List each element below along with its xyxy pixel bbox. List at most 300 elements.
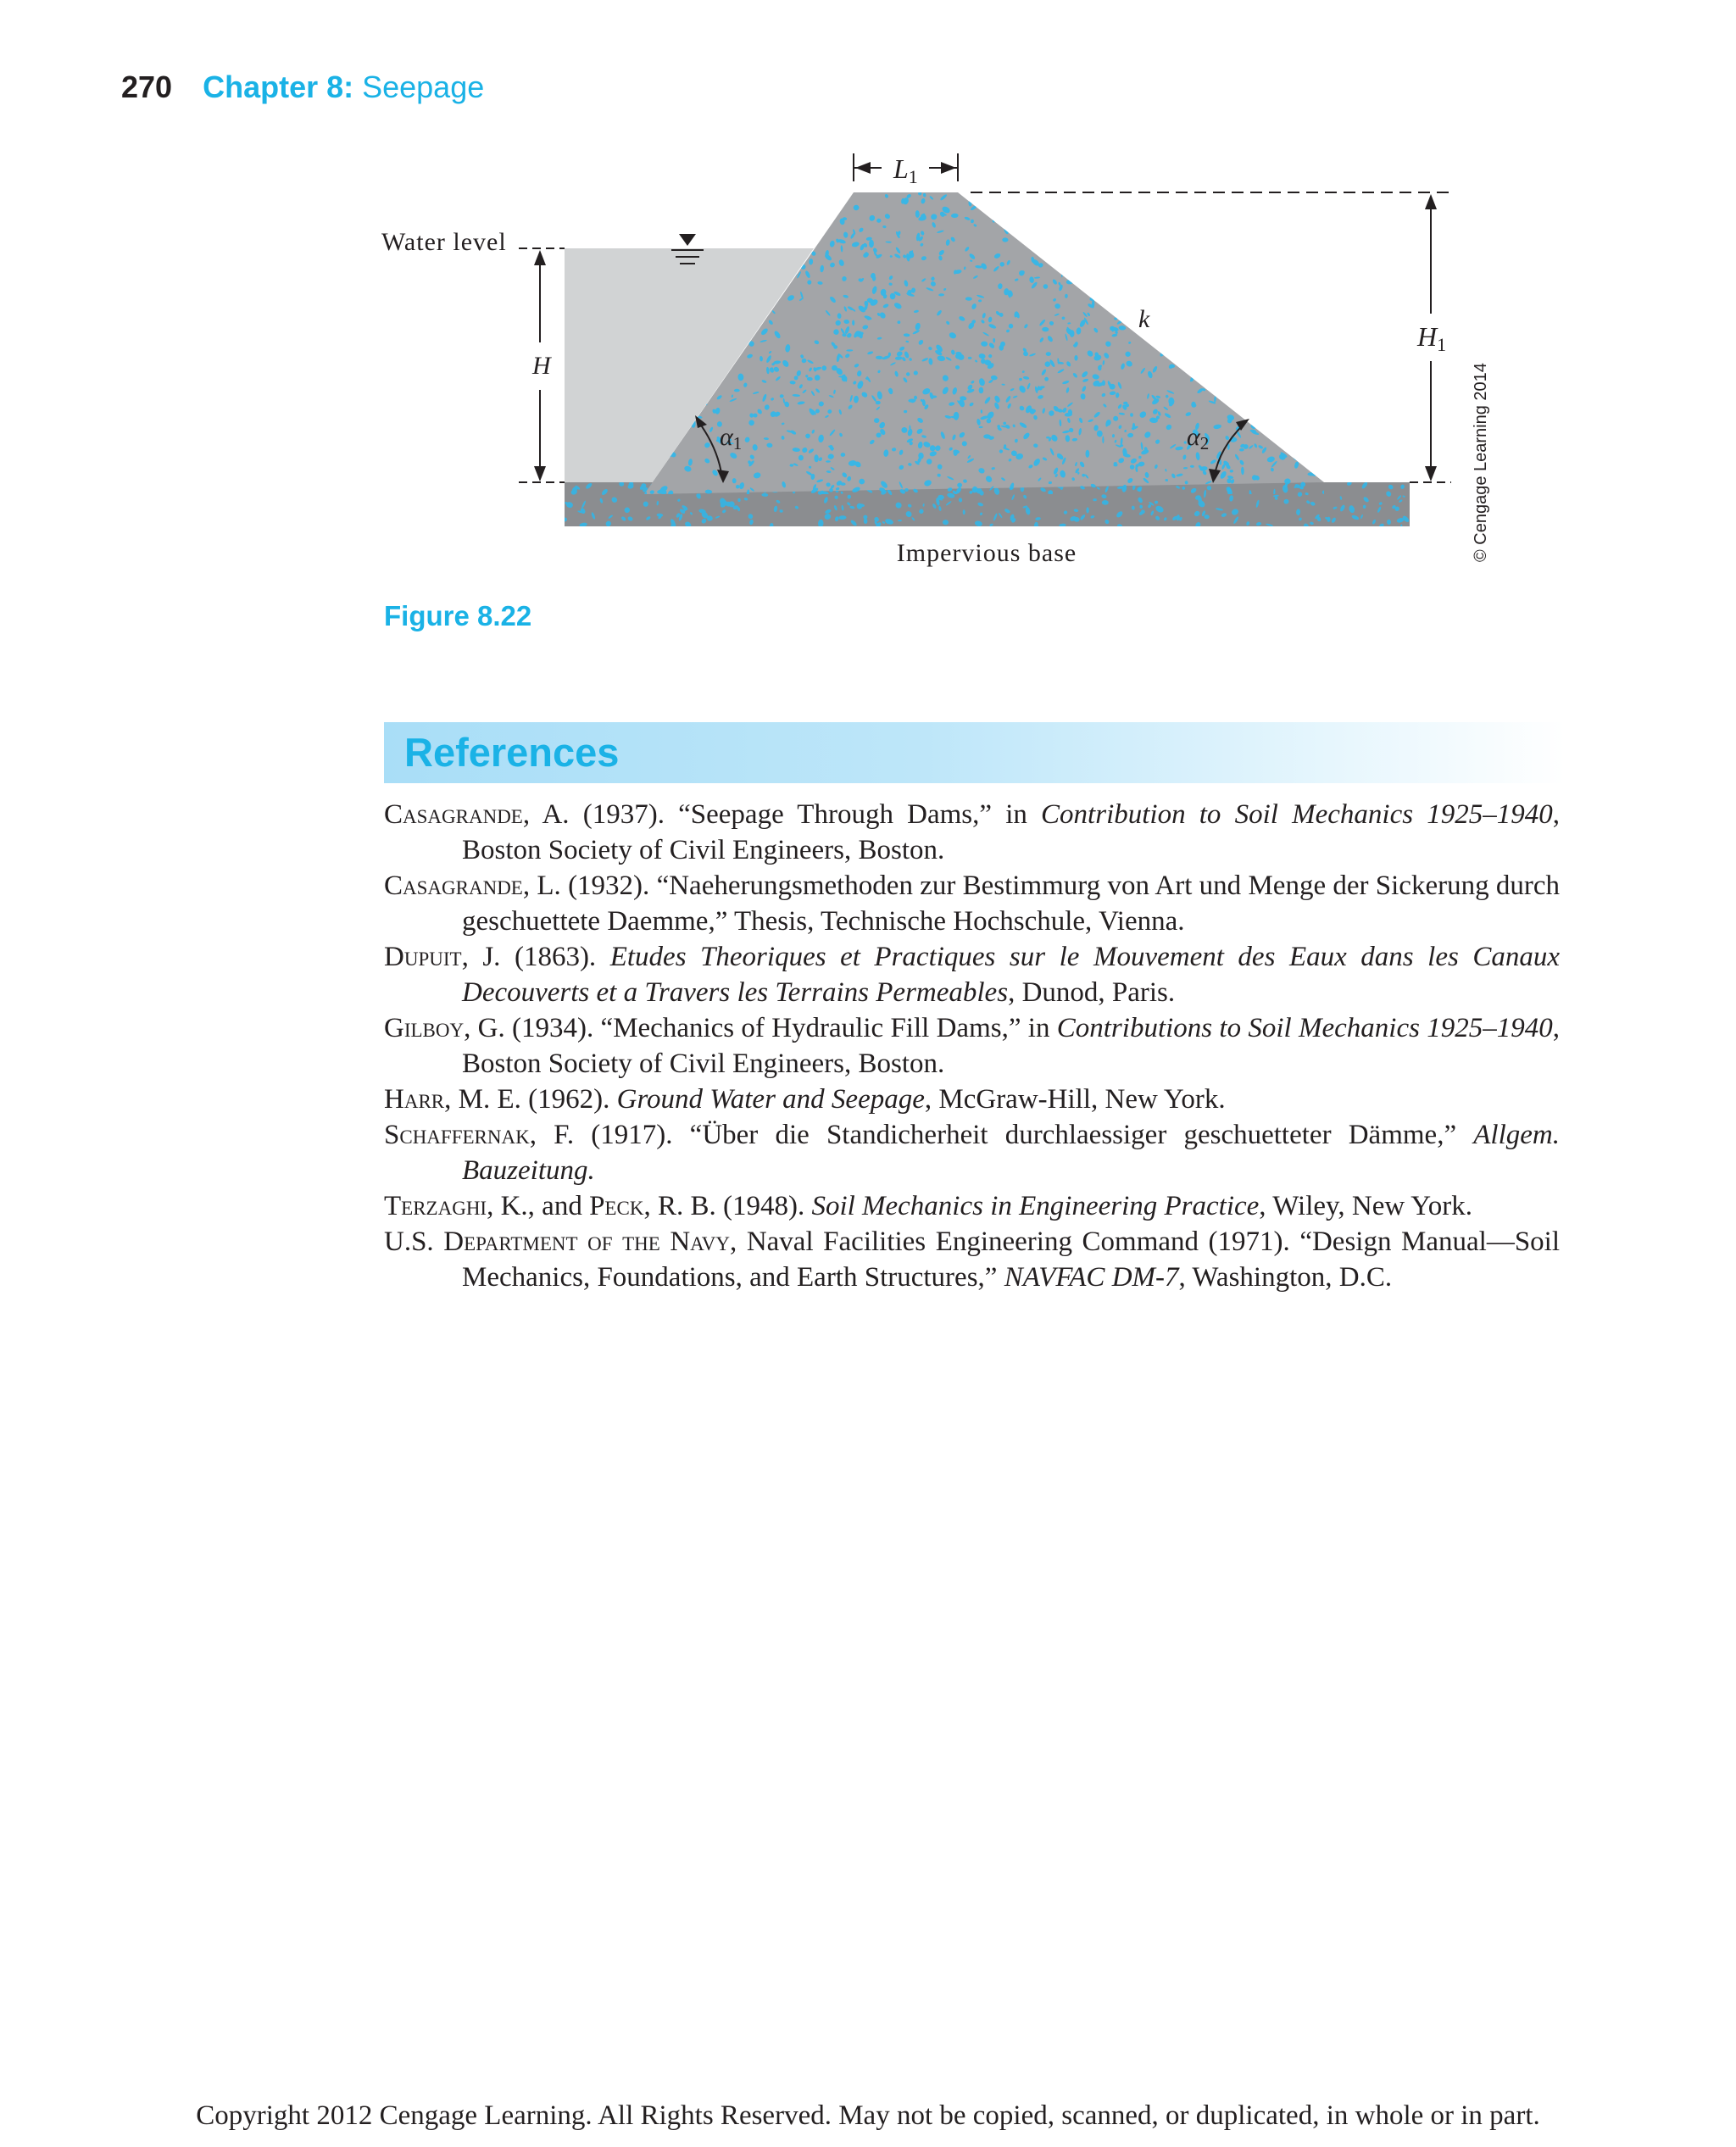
soil-speckle <box>1310 333 1316 338</box>
soil-speckle <box>1123 225 1127 229</box>
soil-speckle <box>1066 266 1070 272</box>
soil-speckle <box>1245 308 1253 313</box>
soil-speckle <box>1104 207 1110 214</box>
soil-speckle <box>1189 252 1199 260</box>
soil-speckle <box>1161 281 1166 287</box>
soil-speckle <box>1194 319 1199 325</box>
soil-speckle <box>1294 300 1300 304</box>
soil-speckle <box>1046 352 1051 356</box>
alpha1-letter: α <box>720 423 733 451</box>
soil-speckle <box>1259 219 1266 225</box>
soil-speckle <box>1062 316 1066 320</box>
soil-speckle <box>732 233 738 241</box>
soil-speckle <box>982 192 988 199</box>
soil-speckle <box>1253 268 1258 271</box>
soil-speckle <box>1176 262 1182 269</box>
soil-speckle <box>1300 351 1303 353</box>
soil-speckle <box>742 197 749 204</box>
soil-speckle <box>1086 507 1088 513</box>
soil-speckle <box>1262 256 1268 261</box>
soil-speckle <box>782 208 787 211</box>
soil-speckle <box>1288 342 1294 348</box>
soil-speckle <box>1214 389 1218 396</box>
soil-speckle <box>797 242 804 248</box>
soil-speckle <box>1191 286 1199 292</box>
soil-speckle <box>806 235 812 243</box>
soil-speckle <box>1199 321 1203 325</box>
soil-speckle <box>1293 442 1299 450</box>
reference-item: U.S. Department of the Navy, Naval Facilities Engineering Command (1971). “Design Manual—Soil Mechanics, Foundations, and Earth Structures,” NAVFAC DM-7, Washington, D.C. <box>384 1226 1561 1293</box>
soil-speckle <box>1202 332 1209 340</box>
soil-speckle <box>1072 212 1077 218</box>
soil-speckle <box>787 212 790 218</box>
soil-speckle <box>1206 247 1213 252</box>
soil-speckle <box>1264 410 1271 417</box>
soil-speckle <box>737 498 740 502</box>
soil-speckle <box>1148 206 1152 210</box>
soil-speckle <box>1249 333 1253 337</box>
soil-speckle <box>1283 412 1288 416</box>
soil-speckle <box>804 232 810 238</box>
soil-speckle <box>1257 378 1265 387</box>
h-label: H <box>532 352 551 380</box>
soil-speckle <box>1118 243 1121 248</box>
soil-speckle <box>1166 202 1171 207</box>
soil-speckle <box>1291 433 1299 442</box>
copyright-footer: Copyright 2012 Cengage Learning. All Rights Reserved. May not be copied, scanned, or duplicated, in whole or in part. <box>196 2100 1540 2131</box>
soil-speckle <box>1287 442 1290 447</box>
soil-speckle <box>1041 242 1050 250</box>
impervious-base-label: Impervious base <box>896 539 1077 567</box>
soil-speckle <box>1238 231 1245 239</box>
soil-speckle <box>1252 214 1259 220</box>
soil-speckle <box>1199 228 1209 236</box>
soil-speckle <box>1109 260 1115 269</box>
soil-speckle <box>1197 267 1205 275</box>
soil-speckle <box>1309 358 1312 363</box>
soil-speckle <box>1038 212 1041 217</box>
soil-speckle <box>1228 255 1233 262</box>
soil-speckle <box>1194 342 1202 352</box>
soil-speckle <box>1301 236 1308 242</box>
soil-speckle <box>1099 255 1105 261</box>
soil-speckle <box>1319 396 1326 403</box>
soil-speckle <box>1264 392 1272 400</box>
soil-speckle <box>1244 194 1248 200</box>
soil-speckle <box>1310 291 1315 296</box>
soil-speckle <box>1295 431 1302 438</box>
soil-speckle <box>727 237 732 242</box>
soil-speckle <box>792 244 797 248</box>
soil-speckle <box>1228 259 1233 264</box>
soil-speckle <box>1114 192 1121 202</box>
figure-caption: Figure 8.22 <box>384 600 532 631</box>
soil-speckle <box>1319 347 1327 356</box>
soil-speckle <box>743 209 748 216</box>
soil-speckle <box>1091 209 1098 215</box>
soil-speckle <box>1241 211 1249 217</box>
soil-speckle <box>1099 236 1105 240</box>
soil-speckle <box>1260 351 1264 353</box>
soil-speckle <box>1173 337 1182 344</box>
soil-speckle <box>1083 242 1088 246</box>
soil-speckle <box>1040 227 1045 232</box>
soil-speckle <box>1310 435 1316 439</box>
soil-speckle <box>1301 281 1305 286</box>
soil-speckle <box>1192 353 1200 360</box>
soil-speckle <box>1038 239 1045 244</box>
soil-speckle <box>1226 397 1231 401</box>
soil-speckle <box>1130 200 1132 203</box>
soil-speckle <box>1218 199 1225 208</box>
soil-speckle <box>1296 263 1299 267</box>
soil-speckle <box>1175 273 1180 281</box>
soil-speckle <box>1234 321 1239 326</box>
soil-speckle <box>1143 209 1148 217</box>
soil-speckle <box>1292 306 1295 309</box>
soil-speckle <box>1220 247 1225 255</box>
soil-speckle <box>1292 243 1297 248</box>
soil-speckle <box>1284 326 1290 332</box>
soil-speckle <box>680 228 684 232</box>
soil-speckle <box>1268 197 1277 203</box>
soil-speckle <box>765 223 769 230</box>
soil-speckle <box>1253 271 1258 276</box>
soil-speckle <box>1058 258 1064 264</box>
soil-speckle <box>1088 223 1093 229</box>
soil-speckle <box>1311 450 1320 459</box>
soil-speckle <box>1166 270 1175 274</box>
soil-speckle <box>1296 228 1305 236</box>
soil-speckle <box>1244 248 1252 253</box>
soil-speckle <box>739 210 745 216</box>
soil-speckle <box>835 192 843 199</box>
soil-speckle <box>1233 331 1238 337</box>
soil-speckle <box>1270 247 1278 253</box>
soil-speckle <box>1177 293 1184 300</box>
soil-speckle <box>1142 253 1145 258</box>
soil-speckle <box>1259 333 1265 337</box>
soil-speckle <box>1315 249 1321 254</box>
soil-speckle <box>822 365 826 370</box>
soil-speckle <box>1230 234 1238 238</box>
soil-speckle <box>1309 459 1316 465</box>
l1-label <box>893 153 918 187</box>
soil-speckle <box>1280 285 1288 292</box>
chapter-label: Chapter 8: <box>203 70 354 104</box>
soil-speckle <box>1168 217 1176 226</box>
soil-speckle <box>1260 395 1268 403</box>
soil-speckle <box>1235 287 1243 295</box>
soil-speckle <box>1260 343 1264 347</box>
soil-speckle <box>758 214 763 219</box>
soil-speckle <box>1288 205 1294 212</box>
soil-speckle <box>1091 214 1097 220</box>
soil-speckle <box>1042 228 1046 233</box>
k-label: k <box>1138 305 1150 333</box>
soil-speckle <box>1207 308 1211 311</box>
soil-speckle <box>1156 285 1160 286</box>
soil-speckle <box>1151 216 1156 221</box>
soil-speckle <box>1187 220 1195 228</box>
soil-speckle <box>1164 214 1170 217</box>
soil-speckle <box>1290 242 1294 246</box>
soil-speckle <box>662 233 666 240</box>
reference-item: Terzaghi, K., and Peck, R. B. (1948). Soil Mechanics in Engineering Practice, Wiley, New York. <box>384 1191 1472 1221</box>
soil-speckle <box>1244 203 1251 208</box>
soil-speckle <box>1194 367 1199 374</box>
reference-item: Casagrande, A. (1937). “Seepage Through Dams,” in Contribution to Soil Mechanics 1925–1940, Boston Society of Civil Engineers, Boston. <box>384 799 1560 865</box>
reference-item: Gilboy, G. (1934). “Mechanics of Hydraulic Fill Dams,” in Contributions to Soil Mechanics 1925–1940, Boston Society of Civil Engineers, Boston. <box>384 1013 1560 1079</box>
soil-speckle <box>1210 327 1218 332</box>
soil-speckle <box>1172 283 1177 287</box>
soil-speckle <box>981 201 985 204</box>
soil-speckle <box>1249 226 1255 230</box>
soil-speckle <box>1155 313 1162 320</box>
soil-speckle <box>1187 249 1194 258</box>
soil-speckle <box>806 235 814 242</box>
soil-speckle <box>707 203 712 207</box>
soil-speckle <box>1048 254 1054 261</box>
soil-speckle <box>1071 220 1077 225</box>
soil-speckle <box>1192 363 1199 367</box>
soil-speckle <box>1105 264 1111 273</box>
soil-speckle <box>1217 370 1226 376</box>
soil-speckle <box>1068 259 1072 264</box>
chapter-title: Seepage <box>362 70 485 104</box>
soil-speckle <box>1303 329 1309 334</box>
soil-speckle <box>1213 215 1218 220</box>
soil-speckle <box>1265 203 1271 209</box>
soil-speckle <box>1010 220 1015 223</box>
soil-speckle <box>1306 457 1313 465</box>
soil-speckle <box>1303 250 1308 255</box>
soil-speckle <box>1224 234 1227 242</box>
soil-speckle <box>1285 396 1292 403</box>
soil-speckle <box>705 225 709 229</box>
soil-speckle <box>1110 275 1118 281</box>
soil-speckle <box>1185 357 1193 364</box>
soil-speckle <box>1267 249 1270 256</box>
soil-speckle <box>1217 249 1226 257</box>
soil-speckle <box>1221 334 1227 340</box>
soil-speckle <box>1276 428 1280 434</box>
soil-speckle <box>830 202 837 206</box>
soil-speckle <box>1302 380 1305 383</box>
soil-speckle <box>734 225 738 231</box>
soil-speckle <box>726 212 736 221</box>
copyright-credit: © Cengage Learning 2014 <box>1472 363 1490 562</box>
soil-speckle <box>1048 254 1050 258</box>
soil-speckle <box>1151 304 1155 309</box>
soil-speckle <box>1271 344 1275 348</box>
soil-speckle <box>1294 300 1299 304</box>
soil-speckle <box>769 203 774 208</box>
soil-speckle <box>652 195 660 203</box>
soil-speckle <box>1172 194 1179 197</box>
soil-speckle <box>1215 242 1221 248</box>
soil-speckle <box>1210 352 1221 360</box>
soil-speckle <box>1217 298 1220 301</box>
soil-speckle <box>1279 309 1283 313</box>
soil-speckle <box>1119 314 1125 321</box>
soil-speckle <box>1236 269 1243 277</box>
soil-speckle <box>1102 436 1104 443</box>
soil-speckle <box>995 208 999 215</box>
soil-speckle <box>1284 375 1288 381</box>
soil-speckle <box>1110 293 1116 301</box>
alpha2-subscript: 2 <box>1199 433 1210 453</box>
soil-speckle <box>1240 372 1249 377</box>
water-level-label: Water level <box>381 228 507 256</box>
soil-speckle <box>1199 357 1205 360</box>
soil-speckle <box>1169 234 1175 241</box>
soil-speckle <box>1018 197 1024 206</box>
soil-speckle <box>1318 256 1326 264</box>
soil-speckle <box>1194 355 1202 364</box>
soil-speckle <box>1048 257 1051 260</box>
soil-speckle <box>1237 384 1241 390</box>
soil-speckle <box>825 201 831 209</box>
h1-subscript: 1 <box>1437 334 1447 355</box>
soil-speckle <box>1074 355 1077 361</box>
soil-speckle <box>1268 253 1272 258</box>
soil-speckle <box>1302 217 1306 221</box>
soil-speckle <box>1070 202 1075 205</box>
soil-speckle <box>1218 306 1226 312</box>
soil-speckle <box>1247 359 1256 366</box>
soil-speckle <box>1299 359 1306 366</box>
soil-speckle <box>1078 214 1086 224</box>
soil-speckle <box>765 221 773 227</box>
soil-speckle <box>1273 391 1283 399</box>
soil-speckle <box>832 365 837 370</box>
soil-speckle <box>744 195 751 202</box>
alpha1-subscript: 1 <box>732 433 743 453</box>
soil-speckle <box>1208 297 1215 300</box>
soil-speckle <box>1285 347 1290 352</box>
soil-speckle <box>1166 201 1170 205</box>
soil-speckle <box>1248 410 1251 414</box>
soil-speckle <box>1292 339 1298 347</box>
soil-speckle <box>1306 402 1313 407</box>
soil-speckle <box>1269 434 1273 438</box>
soil-speckle <box>1233 401 1238 408</box>
soil-speckle <box>1211 367 1217 374</box>
soil-speckle <box>1279 264 1282 267</box>
soil-speckle <box>1228 342 1234 348</box>
soil-speckle <box>1259 264 1266 269</box>
soil-speckle <box>1158 239 1165 245</box>
soil-speckle <box>1295 220 1303 226</box>
soil-speckle <box>1270 381 1277 388</box>
soil-speckle <box>1227 318 1230 321</box>
reference-item: Schaffernak, F. (1917). “Über die Standicherheit durchlaessiger geschuetteter Dämme,” Allgem. Bauzeitung. <box>384 1120 1560 1186</box>
soil-speckle <box>1027 212 1030 216</box>
soil-speckle <box>1249 256 1256 263</box>
soil-speckle <box>1095 199 1103 207</box>
soil-speckle <box>669 214 673 217</box>
alpha2-letter: α <box>1187 423 1200 451</box>
soil-speckle <box>1246 339 1251 347</box>
soil-speckle <box>1066 270 1070 275</box>
soil-speckle <box>1116 305 1125 314</box>
soil-speckle <box>644 192 649 197</box>
soil-speckle <box>1054 212 1063 217</box>
soil-speckle <box>1187 223 1194 231</box>
soil-speckle <box>1282 402 1290 410</box>
soil-speckle <box>1168 298 1174 304</box>
soil-speckle <box>1182 293 1187 296</box>
soil-speckle <box>1134 294 1142 297</box>
h1-label <box>1416 321 1446 355</box>
soil-speckle <box>1279 222 1285 230</box>
soil-speckle <box>1156 276 1165 286</box>
soil-speckle <box>1227 386 1234 394</box>
soil-speckle <box>1093 244 1099 253</box>
soil-speckle <box>1288 273 1294 277</box>
soil-speckle <box>1160 278 1169 285</box>
soil-speckle <box>1071 233 1077 239</box>
soil-speckle <box>1016 220 1022 228</box>
dam-seepage-figure <box>0 0 1736 593</box>
soil-speckle <box>746 231 750 240</box>
soil-speckle <box>668 232 671 235</box>
soil-speckle <box>1264 297 1272 302</box>
soil-speckle <box>1154 269 1160 276</box>
soil-speckle <box>1282 381 1286 385</box>
soil-speckle <box>1110 250 1119 258</box>
soil-speckle <box>658 192 665 196</box>
soil-speckle <box>682 217 688 223</box>
soil-speckle <box>1257 416 1261 422</box>
soil-speckle <box>1160 282 1166 286</box>
soil-speckle <box>1205 298 1208 303</box>
soil-speckle <box>1299 290 1305 296</box>
soil-speckle <box>799 204 805 210</box>
soil-speckle <box>1248 259 1253 265</box>
soil-speckle <box>1265 220 1269 225</box>
soil-speckle <box>1199 215 1204 221</box>
soil-speckle <box>715 197 720 199</box>
soil-speckle <box>1235 270 1241 278</box>
soil-speckle <box>1115 282 1121 289</box>
reference-item: Harr, M. E. (1962). Ground Water and Seepage, McGraw-Hill, New York. <box>384 1084 1226 1115</box>
soil-speckle <box>663 215 665 219</box>
soil-speckle <box>1218 311 1224 315</box>
soil-speckle <box>1210 337 1215 342</box>
page-number: 270 <box>121 70 173 104</box>
soil-speckle <box>1127 246 1135 253</box>
soil-speckle <box>1251 259 1258 267</box>
soil-speckle <box>1031 214 1036 220</box>
soil-speckle <box>1241 250 1248 257</box>
soil-speckle <box>1188 274 1194 280</box>
soil-speckle <box>659 207 666 214</box>
soil-speckle <box>1132 211 1140 217</box>
soil-speckle <box>1140 238 1149 244</box>
soil-speckle <box>1043 225 1049 231</box>
soil-speckle <box>1228 263 1234 269</box>
soil-speckle <box>1082 209 1092 218</box>
references-heading: References <box>404 730 620 775</box>
soil-speckle <box>1299 330 1310 338</box>
soil-speckle <box>1107 233 1115 240</box>
soil-speckle <box>765 237 769 245</box>
soil-speckle <box>1218 336 1224 339</box>
soil-speckle <box>1182 208 1185 211</box>
soil-speckle <box>1230 372 1235 377</box>
